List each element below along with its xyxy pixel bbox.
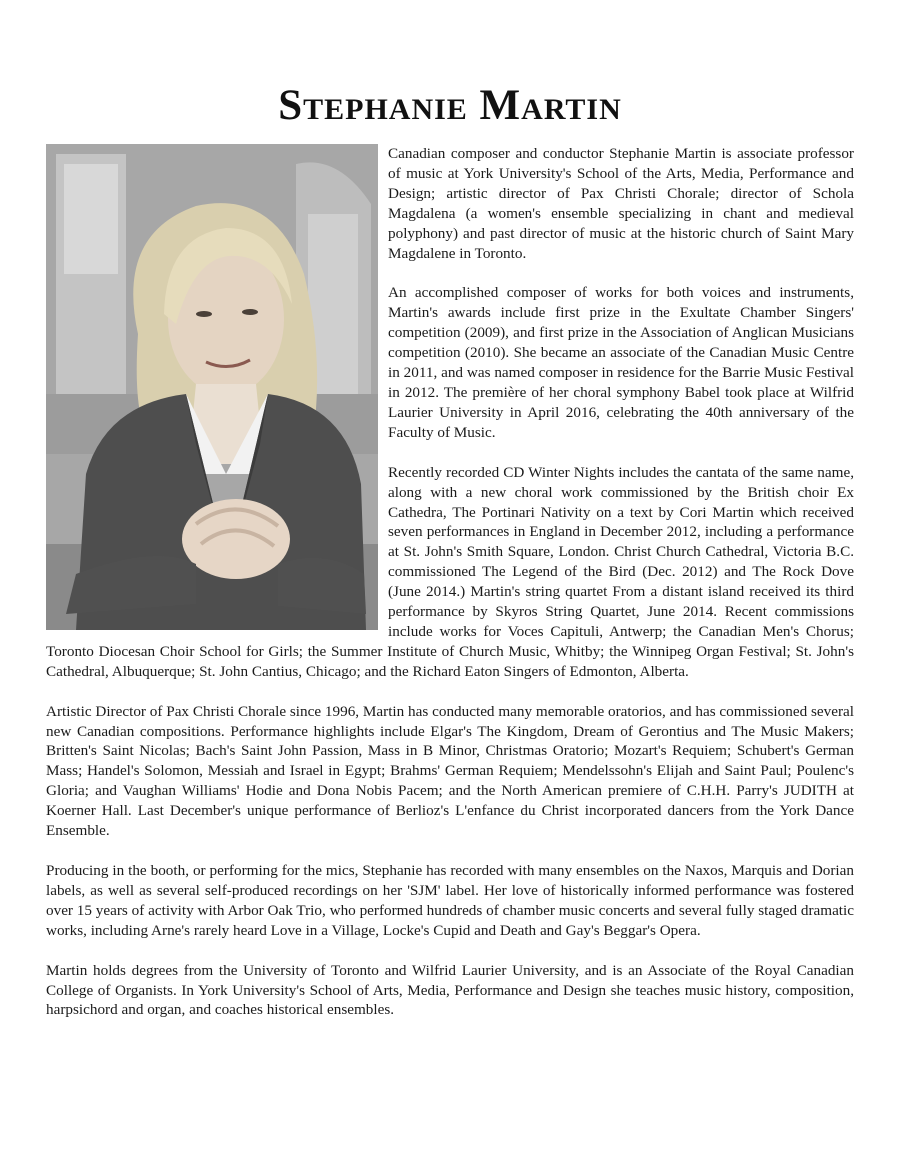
portrait-photo [46, 144, 378, 630]
paragraph-6: Martin holds degrees from the University of Toronto and Wilfrid Laurier University, and is an Associate of the Royal Canadian College of Organists. In York University's School of Arts, Media, Performance and Design she teaches music history, composition, harpsichord and organ, and coaches historical ensembles. [46, 961, 854, 1019]
biography-body [46, 144, 854, 1040]
portrait-illustration [46, 144, 378, 630]
paragraph-5: Producing in the booth, or performing for the mics, Stephanie has recorded with many ensembles on the Naxos, Marquis and Dorian labels, as well as several self-produced recordings on her 'SJM' label. Her love of historically informed performance was fostered over 15 years of activity with Arbor Oak Trio, who performed hundreds of chamber music concerts and several fully staged dramatic works, including Arne's rarely heard Love in a Village, Locke's Cupid and Death and Gay's Beggar's Opera. [46, 862, 854, 939]
paragraph-2: An accomplished composer of works for both voices and instruments, Martin's awards include first prize in the Exultate Chamber Singers' competition (2009), and first prize in the Association of Anglican Musicians competition (2010). She became an associate of the Canadian Music Centre in 2011, and was named composer in residence for the Barrie Music Festival in 2012. The première of her choral symphony Babel took place at Wilfrid Laurier University in April 2016, celebrating the 40th anniversary of the Faculty of Music. [388, 284, 854, 441]
paragraph-1: Canadian composer and conductor Stephanie Martin is associate professor of music at York University's School of the Arts, Media, Performance and Design; artistic director of Pax Christi Chorale; director of Schola Magdalena (a women's ensemble specializing in chant and medieval polyphony) and past director of music at the historic church of Saint Mary Magdalene in Toronto. [388, 145, 854, 262]
paragraph-3: Recently recorded CD Winter Nights includes the cantata of the same name, along with a new choral work commissioned by the British choir Ex Cathedra, The Portinari Nativity on a text by Cori Martin which received seven performances in England in December 2012, including a performance at St. John's Smith Square, London. Christ Church Cathedral, Victoria B.C. commissioned The Legend of the Bird (Dec. 2012) and The Rock Dove (June 2014.) Martin's string quartet From a distant island received its third performance by Skyros String Quartet, June 2014. Recent commissions include works for Voces Capituli, Antwerp; the Canadian Men's Chorus; Toronto Diocesan Choir School for Girls; the Summer Institute of Church Music, Whitby; the Winnipeg Organ Festival; St. John's Cathedral, Albuquerque; St. John Cantius, Chicago; and the Richard Eaton Singers of Edmonton, Alberta. [46, 463, 854, 680]
page-title: Stephanie Martin [278, 81, 622, 129]
paragraph-4: Artistic Director of Pax Christi Chorale since 1996, Martin has conducted many memorable oratorios, and has commissioned several new Canadian compositions. Performance highlights include Elgar's The Kingdom, Dream of Gerontius and The Music Makers; Britten's Saint Nicolas; Bach's Saint John Passion, Mass in B Minor, Christmas Oratorio; Mozart's Requiem; Schubert's German Mass; Handel's Solomon, Messiah and Israel in Egypt; Brahms' German Requiem; Mendelssohn's Elijah and Saint Paul; Poulenc's Gloria; and Vaughan Williams' Hodie and Dona Nobis Pacem; and the North American premiere of C.H.H. Parry's JUDITH at Koerner Hall. Last December's unique performance of Berlioz's L'enfance du Christ incorporated dancers from the York Dance Ensemble. [46, 702, 854, 840]
